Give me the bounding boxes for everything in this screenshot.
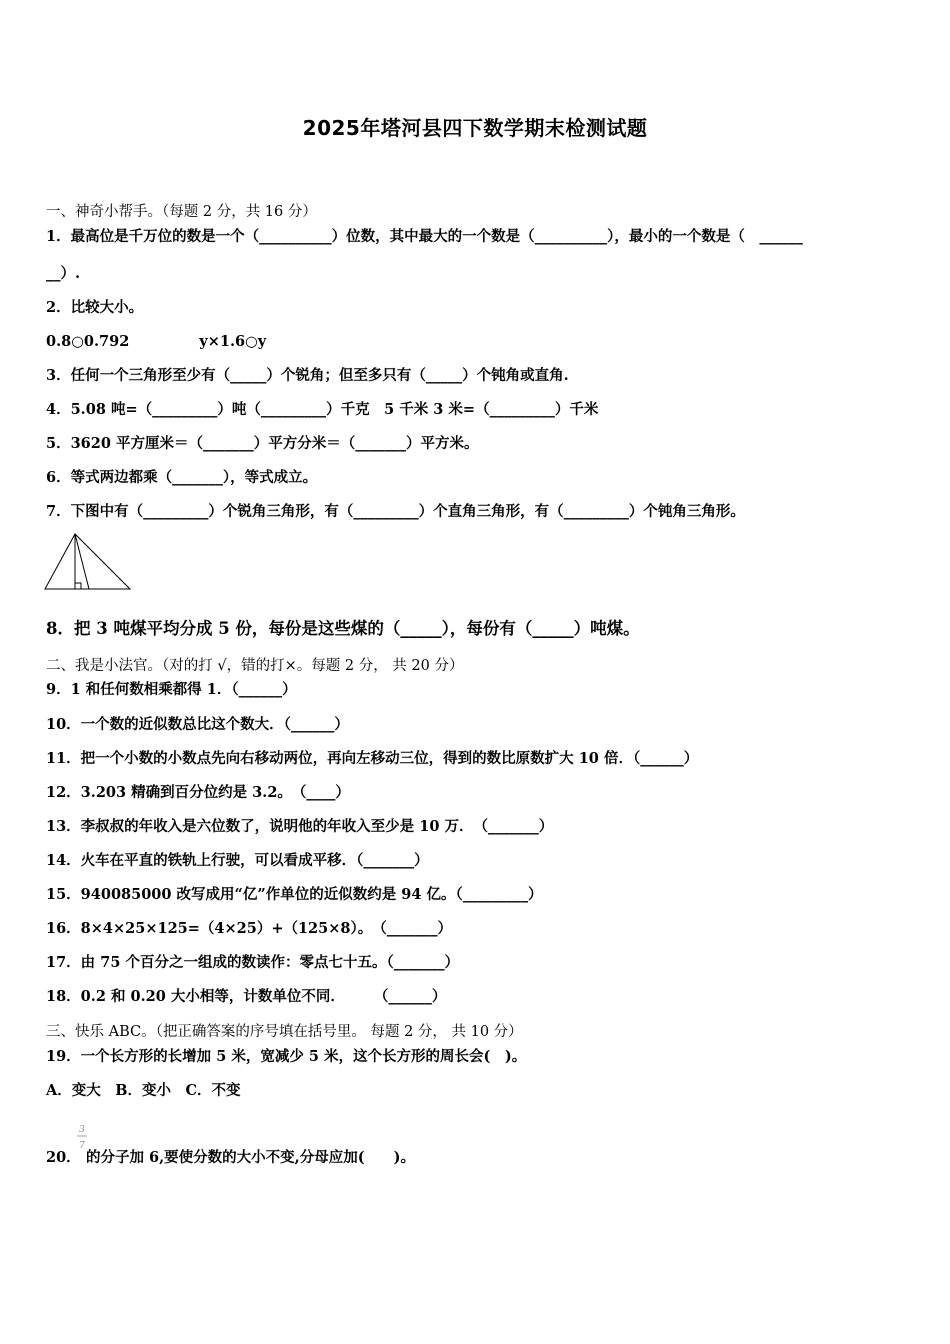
- question-4: 4．5.08 吨=（_________）吨（_________）千克 5 千米 3 米=（_________）千米: [46, 401, 599, 418]
- outer-triangle: [45, 534, 130, 589]
- question-11: 11．把一个小数的小数点先向右移动两位，再向左移动三位，得到的数比原数扩大 10 倍．（______）: [46, 750, 699, 767]
- question-5: 5．3620 平方厘米＝（_______）平方分米＝（_______）平方米。: [46, 435, 479, 452]
- question-19-options: A．变大 B．变小 C．不变: [46, 1082, 241, 1099]
- section-3-header: 三、快乐 ABC。（把正确答案的序号填在括号里。 每题 2 分， 共 10 分）: [46, 1024, 523, 1040]
- compare-item-a: 0.8○0.792: [46, 333, 130, 350]
- page-title: 2025年塔河县四下数学期末检测试题: [302, 116, 648, 140]
- question-20-number: 20．: [46, 1149, 81, 1166]
- question-14: 14．火车在平直的铁轨上行驶，可以看成平移．（_______）: [46, 852, 429, 869]
- question-8: 8．把 3 吨煤平均分成 5 份，每份是这些煤的（_____），每份有（_____）吨煤。: [46, 619, 640, 638]
- question-18: 18．0.2 和 0.20 大小相等，计数单位不同． （______）: [46, 988, 447, 1005]
- compare-item-b: y×1.6○y: [199, 333, 267, 350]
- question-17: 17．由 75 个百分之一组成的数读作：零点七十五。（_______）: [46, 954, 459, 971]
- question-2-items: [46, 332, 266, 352]
- question-1-line-2: __）.: [46, 265, 81, 282]
- question-20-text: 的分子加 6,要使分数的大小不变,分母应加( )。: [86, 1149, 415, 1166]
- question-13: 13．李叔叔的年收入是六位数了，说明他的年收入至少是 10 万． （_______）: [46, 818, 554, 835]
- question-15: 15．940085000 改写成用“亿”作单位的近似数约是 94 亿。（_________）: [46, 886, 543, 903]
- question-9: 9．1 和任何数相乘都得 1．（______）: [46, 681, 297, 698]
- triangle-figure: [44, 532, 134, 594]
- fraction-denominator: 7: [79, 1141, 85, 1151]
- question-12: 12．3.203 精确到百分位约是 3.2。 （____）: [46, 784, 350, 801]
- question-2: 2．比较大小。: [46, 299, 144, 316]
- question-16: 16．8×4×25×125=（4×25）+（125×8）。 （_______）: [46, 920, 452, 937]
- section-1-header: 一、神奇小帮手。（每题 2 分，共 16 分）: [46, 204, 317, 220]
- inner-line: [75, 534, 89, 589]
- question-3: 3．任何一个三角形至少有（_____）个锐角；但至多只有（_____）个钝角或直角.: [46, 367, 569, 384]
- question-6: 6．等式两边都乘（_______），等式成立。: [46, 469, 318, 486]
- question-1-line-1: 1．最高位是千万位的数是一个（__________）位数，其中最大的一个数是（__________），最小的一个数是（ ______: [46, 228, 803, 245]
- fraction-numerator: 3: [79, 1125, 85, 1135]
- section-2-header: 二、我是小法官。（对的打 √，错的打×。每题 2 分， 共 20 分）: [46, 658, 464, 674]
- question-7: 7．下图中有（_________）个锐角三角形，有（_________）个直角三角形，有（_________）个钝角三角形。: [46, 503, 745, 520]
- right-angle-mark: [75, 583, 81, 589]
- question-19: 19．一个长方形的长增加 5 米，宽减少 5 米，这个长方形的周长会( )。: [46, 1048, 527, 1065]
- question-10: 10．一个数的近似数总比这个数大．（______）: [46, 716, 349, 733]
